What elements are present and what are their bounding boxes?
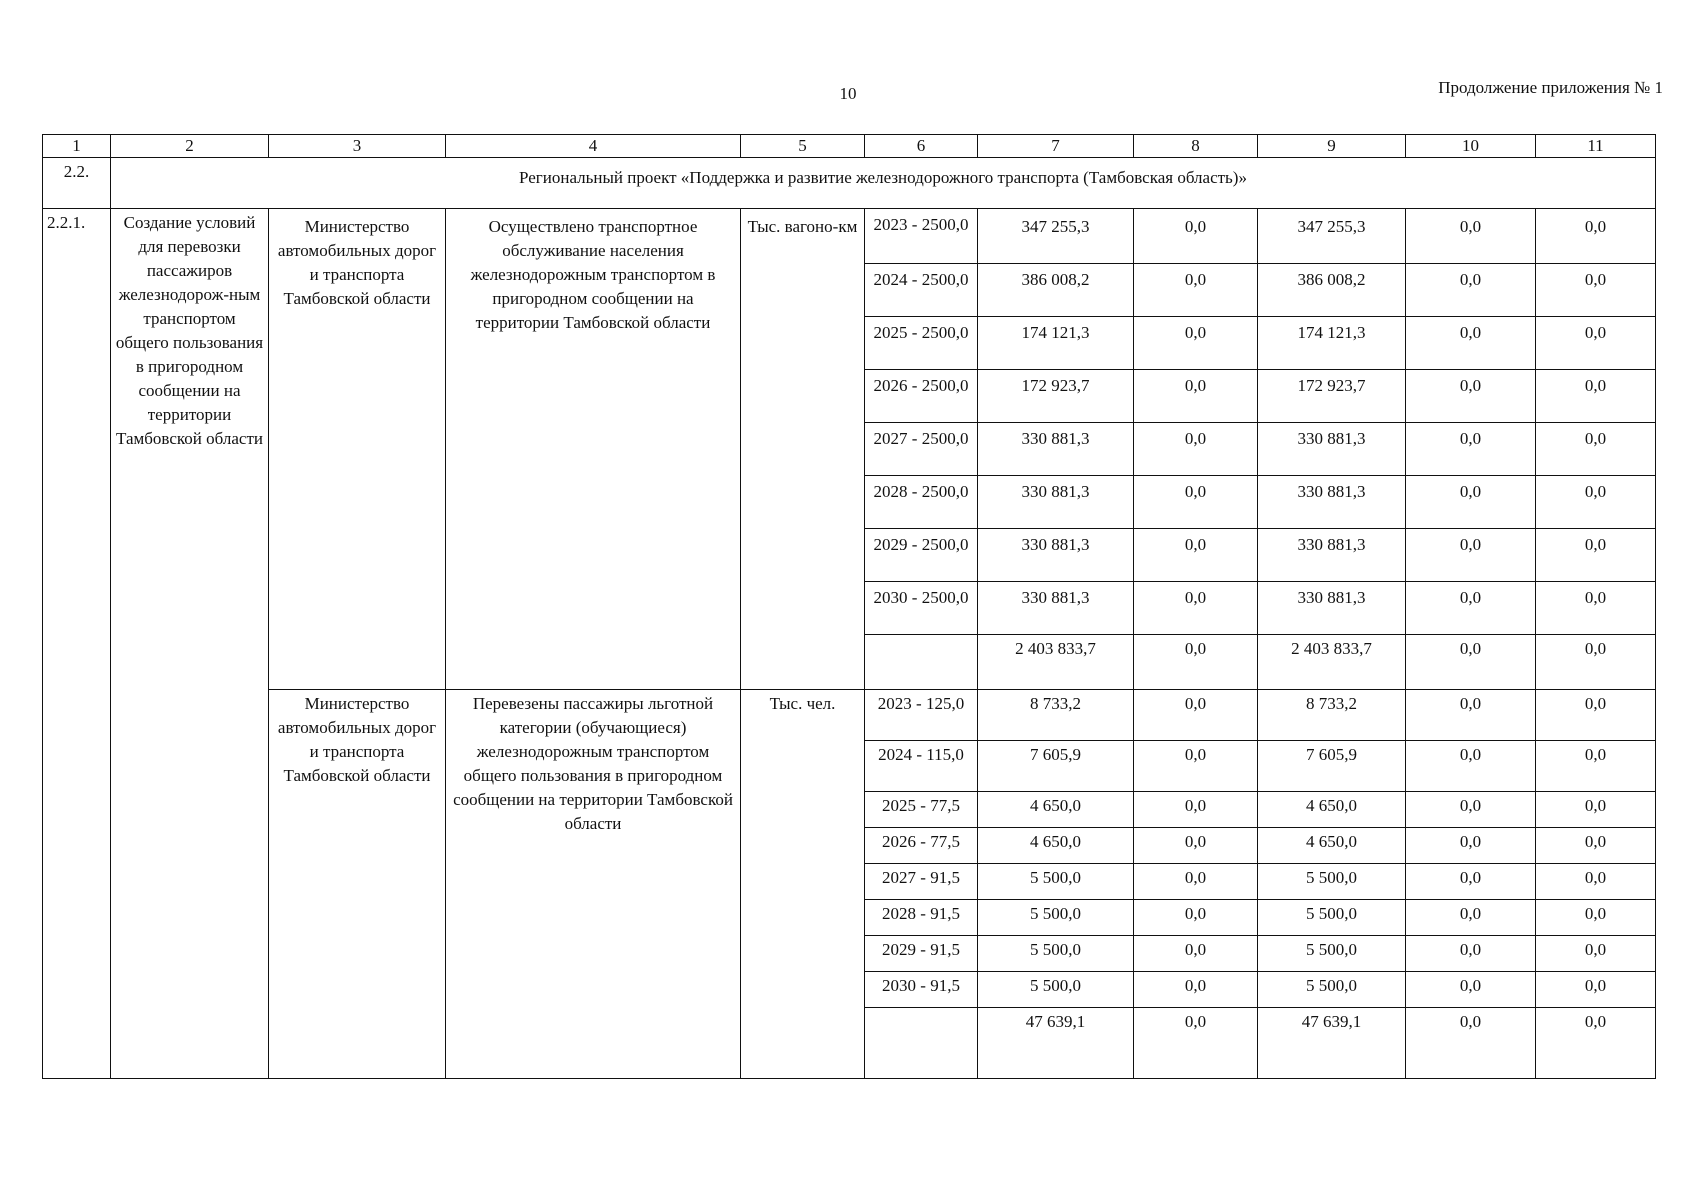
value-cell-8: 0,0	[1134, 317, 1258, 370]
value-cell-9: 172 923,7	[1258, 370, 1406, 423]
year-target: 2024 - 115,0	[865, 741, 978, 792]
value-cell-9: 386 008,2	[1258, 264, 1406, 317]
value-cell-9: 5 500,0	[1258, 900, 1406, 936]
responsible-body: Министерство автомобильных дорог и транспорта Тамбовской области	[269, 690, 446, 1079]
value-cell-8: 0,0	[1134, 864, 1258, 900]
value-cell-9: 2 403 833,7	[1258, 635, 1406, 690]
value-cell-10: 0,0	[1406, 582, 1536, 635]
column-number: 9	[1258, 135, 1406, 158]
item-name: Создание условий для перевозки пассажиров железнодорож-ным транспортом общего пользования в пригородном сообщении на территории Тамбовской области	[111, 209, 269, 1079]
column-number: 4	[446, 135, 741, 158]
program-table	[42, 134, 1656, 1079]
value-cell-7: 386 008,2	[978, 264, 1134, 317]
value-cell-9: 174 121,3	[1258, 317, 1406, 370]
year-target: 2030 - 91,5	[865, 972, 978, 1008]
value-cell-10: 0,0	[1406, 792, 1536, 828]
value-cell-11: 0,0	[1536, 370, 1656, 423]
value-cell-9: 330 881,3	[1258, 529, 1406, 582]
value-cell-11: 0,0	[1536, 1008, 1656, 1079]
value-cell-11: 0,0	[1536, 317, 1656, 370]
value-cell-7: 47 639,1	[978, 1008, 1134, 1079]
table-row	[43, 690, 1656, 741]
year-target: 2024 - 2500,0	[865, 264, 978, 317]
value-cell-8: 0,0	[1134, 209, 1258, 264]
value-cell-10: 0,0	[1406, 936, 1536, 972]
value-cell-11: 0,0	[1536, 264, 1656, 317]
column-number: 6	[865, 135, 978, 158]
value-cell-10: 0,0	[1406, 317, 1536, 370]
year-target: 2026 - 77,5	[865, 828, 978, 864]
value-cell-9: 4 650,0	[1258, 828, 1406, 864]
value-cell-7: 347 255,3	[978, 209, 1134, 264]
total-year-cell	[865, 635, 978, 690]
value-cell-7: 2 403 833,7	[978, 635, 1134, 690]
column-number: 2	[111, 135, 269, 158]
value-cell-7: 7 605,9	[978, 741, 1134, 792]
value-cell-11: 0,0	[1536, 423, 1656, 476]
total-year-cell	[865, 1008, 978, 1079]
value-cell-9: 5 500,0	[1258, 936, 1406, 972]
value-cell-7: 5 500,0	[978, 864, 1134, 900]
value-cell-11: 0,0	[1536, 690, 1656, 741]
value-cell-8: 0,0	[1134, 792, 1258, 828]
value-cell-10: 0,0	[1406, 209, 1536, 264]
value-cell-10: 0,0	[1406, 1008, 1536, 1079]
value-cell-7: 4 650,0	[978, 828, 1134, 864]
responsible-body: Министерство автомобильных дорог и транспорта Тамбовской области	[269, 209, 446, 690]
page-number: 10	[839, 84, 857, 103]
value-cell-9: 8 733,2	[1258, 690, 1406, 741]
table-row	[43, 209, 1656, 264]
value-cell-10: 0,0	[1406, 741, 1536, 792]
value-cell-8: 0,0	[1134, 582, 1258, 635]
value-cell-7: 4 650,0	[978, 792, 1134, 828]
value-cell-11: 0,0	[1536, 529, 1656, 582]
year-target: 2025 - 77,5	[865, 792, 978, 828]
value-cell-9: 330 881,3	[1258, 582, 1406, 635]
value-cell-7: 8 733,2	[978, 690, 1134, 741]
value-cell-9: 7 605,9	[1258, 741, 1406, 792]
value-cell-11: 0,0	[1536, 635, 1656, 690]
unit-of-measure: Тыс. чел.	[741, 690, 865, 1079]
column-numbers-row	[43, 135, 1656, 158]
value-cell-8: 0,0	[1134, 370, 1258, 423]
value-cell-10: 0,0	[1406, 972, 1536, 1008]
value-cell-7: 5 500,0	[978, 972, 1134, 1008]
value-cell-8: 0,0	[1134, 1008, 1258, 1079]
value-cell-8: 0,0	[1134, 936, 1258, 972]
result-description: Осуществлено транспортное обслуживание населения железнодорожным транспортом в пригородном сообщении на территории Тамбовской области	[446, 209, 741, 690]
value-cell-8: 0,0	[1134, 635, 1258, 690]
value-cell-8: 0,0	[1134, 529, 1258, 582]
value-cell-11: 0,0	[1536, 209, 1656, 264]
value-cell-10: 0,0	[1406, 828, 1536, 864]
year-target: 2027 - 91,5	[865, 864, 978, 900]
value-cell-9: 330 881,3	[1258, 476, 1406, 529]
value-cell-8: 0,0	[1134, 972, 1258, 1008]
value-cell-10: 0,0	[1406, 370, 1536, 423]
value-cell-11: 0,0	[1536, 792, 1656, 828]
column-number: 7	[978, 135, 1134, 158]
column-number: 3	[269, 135, 446, 158]
value-cell-8: 0,0	[1134, 264, 1258, 317]
year-target: 2029 - 91,5	[865, 936, 978, 972]
value-cell-8: 0,0	[1134, 476, 1258, 529]
value-cell-10: 0,0	[1406, 900, 1536, 936]
value-cell-7: 330 881,3	[978, 582, 1134, 635]
value-cell-7: 174 121,3	[978, 317, 1134, 370]
item-number: 2.2.1.	[43, 209, 111, 1079]
value-cell-9: 347 255,3	[1258, 209, 1406, 264]
value-cell-7: 5 500,0	[978, 900, 1134, 936]
value-cell-10: 0,0	[1406, 476, 1536, 529]
year-target: 2028 - 91,5	[865, 900, 978, 936]
year-target: 2025 - 2500,0	[865, 317, 978, 370]
value-cell-7: 330 881,3	[978, 529, 1134, 582]
column-number: 1	[43, 135, 111, 158]
column-number: 5	[741, 135, 865, 158]
section-row	[43, 158, 1656, 209]
value-cell-10: 0,0	[1406, 264, 1536, 317]
year-target: 2027 - 2500,0	[865, 423, 978, 476]
value-cell-9: 4 650,0	[1258, 792, 1406, 828]
value-cell-11: 0,0	[1536, 936, 1656, 972]
value-cell-9: 5 500,0	[1258, 972, 1406, 1008]
value-cell-11: 0,0	[1536, 972, 1656, 1008]
year-target: 2030 - 2500,0	[865, 582, 978, 635]
value-cell-11: 0,0	[1536, 582, 1656, 635]
section-title: Региональный проект «Поддержка и развитие железнодорожного транспорта (Тамбовская область)»	[111, 158, 1656, 209]
value-cell-7: 330 881,3	[978, 423, 1134, 476]
column-number: 8	[1134, 135, 1258, 158]
value-cell-11: 0,0	[1536, 741, 1656, 792]
value-cell-7: 172 923,7	[978, 370, 1134, 423]
value-cell-9: 5 500,0	[1258, 864, 1406, 900]
appendix-continuation-note: Продолжение приложения № 1	[1438, 78, 1663, 97]
value-cell-11: 0,0	[1536, 828, 1656, 864]
value-cell-10: 0,0	[1406, 690, 1536, 741]
year-target: 2023 - 125,0	[865, 690, 978, 741]
value-cell-9: 47 639,1	[1258, 1008, 1406, 1079]
year-target: 2028 - 2500,0	[865, 476, 978, 529]
value-cell-8: 0,0	[1134, 900, 1258, 936]
value-cell-10: 0,0	[1406, 864, 1536, 900]
value-cell-11: 0,0	[1536, 864, 1656, 900]
value-cell-7: 330 881,3	[978, 476, 1134, 529]
year-target: 2026 - 2500,0	[865, 370, 978, 423]
result-description: Перевезены пассажиры льготной категории (обучающиеся) железнодорожным транспортом общего пользования в пригородном сообщении на территории Тамбовской области	[446, 690, 741, 1079]
column-number: 10	[1406, 135, 1536, 158]
value-cell-8: 0,0	[1134, 741, 1258, 792]
value-cell-8: 0,0	[1134, 423, 1258, 476]
value-cell-7: 5 500,0	[978, 936, 1134, 972]
year-target: 2029 - 2500,0	[865, 529, 978, 582]
value-cell-9: 330 881,3	[1258, 423, 1406, 476]
column-number: 11	[1536, 135, 1656, 158]
value-cell-8: 0,0	[1134, 828, 1258, 864]
section-number: 2.2.	[43, 158, 111, 209]
value-cell-11: 0,0	[1536, 476, 1656, 529]
value-cell-10: 0,0	[1406, 529, 1536, 582]
year-target: 2023 - 2500,0	[865, 209, 978, 264]
value-cell-10: 0,0	[1406, 635, 1536, 690]
value-cell-11: 0,0	[1536, 900, 1656, 936]
unit-of-measure: Тыс. вагоно-км	[741, 209, 865, 690]
value-cell-10: 0,0	[1406, 423, 1536, 476]
value-cell-8: 0,0	[1134, 690, 1258, 741]
